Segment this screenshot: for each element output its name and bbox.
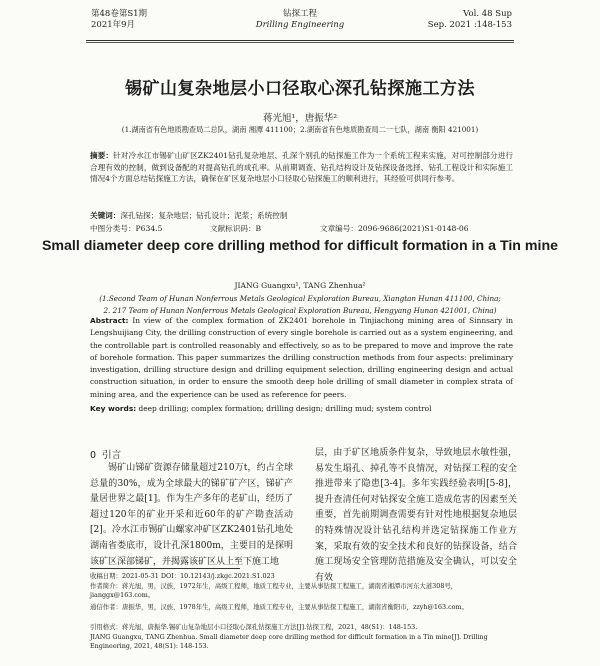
volume-en: Vol. 48 Sup	[463, 9, 512, 19]
volume-cn: 第48卷第S1期	[91, 9, 148, 19]
keywords-cn-label: 关键词：	[90, 211, 121, 220]
title-cn: 锡矿山复杂地层小口径取心深孔钻探施工方法	[125, 79, 475, 99]
authors-en: JIANG Guangxu¹, TANG Zhenhua²	[234, 281, 366, 290]
section-number: 0	[90, 450, 97, 461]
footnote-received: 收稿日期：2021-05-31 DOI：10.12143/j.zkgc.2021.S1.023	[90, 572, 275, 580]
keywords-cn	[90, 210, 513, 221]
footnote-citation-en: JIANG Guangxu, TANG Zhenhua. Small diameter deep core drilling method for difficult formation in a Tin mine[J]. Drilling Engineering, 2021, 48(S1): 148-153.	[90, 632, 488, 651]
abstract-en-label: Abstract:	[90, 316, 129, 325]
keywords-en	[90, 404, 513, 413]
affiliation-en	[0, 293, 600, 316]
abstract-cn	[90, 150, 513, 185]
body-paragraph-right: 层，由于矿区地质条件复杂，导致地层水敏性强，易发生塌孔、掉孔等不良情况，对钻探工程的安全推进带来了隐患[3-4]。多年实践经验表明[5-8]，提升查清任何对钻探安全施工造成危害的因素至关重要，首先前期调查需要有针对性地根据复杂地层的特殊情况设计钻孔结构并选定钻探施工作业方案，采取有效的安全技术和良好的钻探设备，结合施工现场安全管理防范措施及安全确认，可以安全有效	[315, 448, 517, 583]
article-number: 文章编号：2096-9686(2021)S1-0148-06	[320, 224, 469, 233]
header-right	[428, 9, 512, 31]
section-title: 引言	[102, 450, 122, 461]
footnote-block-3	[90, 623, 517, 652]
title-en: Small diameter deep core drilling method for difficult formation in a Tin mine	[41, 238, 559, 254]
authors-cn: 蒋光旭¹，唐振华²	[262, 113, 338, 124]
affiliation-en-1: (1.Second Team of Hunan Nonferrous Metals Geological Exploration Bureau, Xiangtan Hunan 411100, China;	[99, 294, 501, 303]
keywords-en-label: Key words:	[90, 404, 137, 413]
journal-name-cn: 钻探工程	[282, 9, 317, 19]
header-rule	[86, 40, 514, 41]
body-column-left	[90, 461, 293, 570]
clc-number: 中图分类号：P634.5	[90, 224, 163, 233]
footnote-rule	[90, 568, 240, 569]
footnotes	[90, 572, 517, 601]
abstract-cn-text: 针对冷水江市锡矿山矿区ZK2401钻孔复杂地层、孔深个别孔的钻探施工作为一个系统工程来实施，对可控制部分进行合理有效的控制，做到设备配的对提高钻孔的成孔率。从前期调查、钻孔结构设计及钻探设备选择、钻孔工程设计和实际施工情况4个方面总结钻探施工方法，确保在矿区复杂地层小口径取心钻探施工的顺利进行，其经验可供同行参考。	[90, 151, 513, 184]
document-code: 文献标识码：B	[210, 224, 262, 233]
section-heading	[90, 447, 121, 461]
affiliation-cn: (1.湖南省有色地质勘查局二总队，湖南 湘潭 411100；2.湖南省有色地质勘查局二一七队，湖南 衡阳 421001)	[121, 125, 479, 134]
keywords-en-text: deep drilling; complex formation; drilling design; drilling mud; system control	[136, 404, 432, 413]
date-cn: 2021年9月	[91, 20, 136, 30]
footnote-author: 作者简介：蒋光旭，男，汉族，1972年生，高级工程师，地质工程专业，主要从事钻探工程施工，湖南省湘潭市河东大道308号，jianggx@163.com。	[90, 581, 458, 600]
footnote-citation-cn: 引用格式：蒋光旭，唐振华.锡矿山复杂地层小口径取心深孔钻探施工方法[J].钻探工程，2021，48(S1)：148-153.	[90, 623, 418, 631]
abstract-cn-label: 摘要：	[90, 151, 114, 160]
abstract-en	[90, 315, 513, 401]
footnote-corresponding: 通信作者：唐振华，男，汉族，1978年生，高级工程师，地质工程专业，主要从事钻探工程施工，湖南省衡阳市，zzyh@163.com。	[90, 603, 468, 611]
classification-line	[90, 223, 513, 234]
body-paragraph-left: 锡矿山锑矿资源存储量超过210万t，约占全球总量的30%，成为全球最大的锑矿矿产区，锑矿产量居世界之最[1]。作为生产多年的老矿山，经历了超过120年的矿业开采和近60年的矿产勘查活动[2]。冷水江市锡矿山螺家冲矿区ZK2401钻孔地处湖南省娄底市，设计孔深1800m，主要目的是探明该矿区深部锑矿，并揭露该矿区从上至下施工地	[90, 463, 293, 567]
body-column-right	[315, 446, 517, 586]
keywords-cn-text: 深孔钻探；复杂地层；钻孔设计；泥浆；系统控制	[120, 211, 288, 220]
running-header	[0, 0, 600, 48]
header-rule-thin	[86, 42, 514, 43]
abstract-en-text: In view of the complex formation of ZK2401 borehole in Tinjiachong mining area of Sinnsary in Lengshuijiang City, the drilling construction of every single borehole is carried out as a system engineering, and the controllable part is controlled reasonably and effectively, so as to be prepared to move and improve the rate of borehole formation. This paper summarizes the drilling construction methods from four aspects: preliminary investigation, drilling structure design and drilling equipment selection, drilling engineering design and actual construction situation, in order to ensure the smooth deep hole drilling of small diameter in complex strata of mining area, and the experience can be used as reference for peers.	[90, 316, 513, 399]
affiliation-en-2: 2. 217 Team of Hunan Nonferrous Metals Geological Exploration Bureau, Hengyang Hunan 421001, China)	[103, 305, 497, 315]
date-en: Sep. 2021 :148-153	[427, 20, 512, 30]
journal-name-en: Drilling Engineering	[255, 20, 345, 30]
footnote-block-2	[90, 603, 517, 613]
